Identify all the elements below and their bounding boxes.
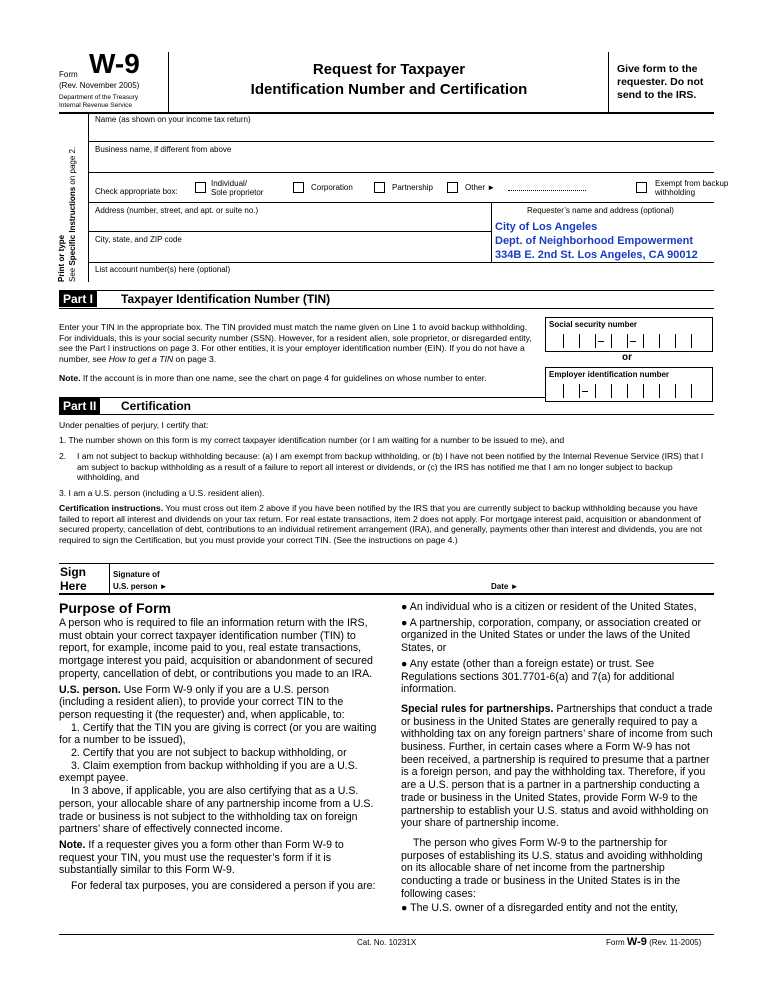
- title-line-1: Request for Taxpayer: [312, 61, 466, 78]
- revision-date: (Rev. November 2005): [59, 81, 140, 90]
- or-label: or: [622, 352, 632, 363]
- form-label: Form: [59, 70, 78, 79]
- catalog-number: Cat. No. 10231X: [357, 938, 417, 947]
- other-checkbox[interactable]: [447, 182, 458, 193]
- business-name-input[interactable]: [92, 156, 712, 170]
- requester-label: Requester’s name and address (optional): [527, 206, 674, 215]
- city-input[interactable]: [92, 246, 487, 258]
- purpose-text: A person who is required to file an information return with the IRS, must obtain your correct taxpayer identification number (TIN) to report, for example, income paid to you, real estate transactions, mortgage interest you paid, acquisition or abandonment of secured property, cancellation of debt, or contributions you made to an IRA. U.S. person. Use Form W-9 only if you are a U.S. person (including a resident alien), to provide your correct TIN to the person requesting it (the requester) and, when applicable, to: 1. Certify that the TIN you are giving is correct (or you are waiting for a number to be issued), 2. Certify that you are not subject to backup withholding, or 3. Claim exemption from backup withholding if you are a U.S. exempt payee. In 3 above, if applicable, you are also certifying that as a U.S. person, your allocable share of any partnership income from a U.S. trade or business is not subject to the withholding tax on foreign partners’ share of effectively connected income. Note. If a requester gives you a form other than Form W-9 to request your TIN, you must use the requester’s form if it is substantially similar to this Form W-9. For federal tax purposes, you are considered a person if you are:: [59, 617, 377, 893]
- bullet-estate: ● Any estate (other than a foreign estate) or trust. See Regulations sections 301.7701-6(a) and 7(a) for additional information.: [401, 657, 675, 696]
- requester-line-3: 334B E. 2nd St. Los Angeles, CA 90012: [495, 249, 698, 261]
- form-title: [170, 60, 608, 100]
- signature-of-label: Signature of: [113, 570, 160, 579]
- ssn-box[interactable]: [545, 317, 713, 352]
- ein-label: Employer identification number: [549, 370, 670, 379]
- other-input[interactable]: [508, 190, 586, 191]
- bullet-individual: ● An individual who is a citizen or resident of the United States,: [401, 601, 697, 613]
- ein-box[interactable]: [545, 367, 713, 402]
- partnership-label: Partnership: [392, 183, 433, 192]
- part1-label: Part I: [59, 291, 97, 307]
- address-label: Address (number, street, and apt. or suite no.): [95, 206, 259, 215]
- name-label: Name (as shown on your income tax return): [95, 115, 251, 124]
- business-name-label: Business name, if different from above: [95, 145, 232, 154]
- form-number: W-9: [89, 48, 140, 79]
- part2-label: Part II: [59, 398, 100, 414]
- withholding-label: withholding: [655, 188, 696, 197]
- on-page: on page 2.: [68, 146, 77, 185]
- requester-line-1: City of Los Angeles: [495, 221, 598, 233]
- bullet-owner: ● The U.S. owner of a disregarded entity and not the entity,: [401, 902, 678, 915]
- title-line-2: Identification Number and Certification: [250, 81, 528, 98]
- sole-proprietor-label: Sole proprietor: [211, 188, 264, 197]
- cert-item-2-number: 2.: [59, 451, 67, 461]
- requester-address: [495, 220, 715, 262]
- account-label: List account number(s) here (optional): [95, 265, 231, 274]
- part1-note: Note. If the account is in more than one name, see the chart on page 4 for guidelines on whose number to enter.: [59, 373, 487, 383]
- address-input[interactable]: [92, 217, 487, 229]
- city-label: City, state, and ZIP code: [95, 235, 182, 244]
- corporation-label: Corporation: [311, 183, 353, 192]
- corporation-checkbox[interactable]: [293, 182, 304, 193]
- requester-line-2: Dept. of Neighborhood Empowerment: [495, 235, 693, 247]
- footer-form-id: Form W-9 (Rev. 11-2005): [606, 936, 702, 948]
- cert-item-2: I am not subject to backup withholding because: (a) I am exempt from backup withholding, or (b) I have not been notified by the Internal Revenue Service (IRS) that I am subject to backup withholding as a result of a failure to report all interest or dividends, or (c) the IRS has notified me that I am no longer subject to backup withholding, and: [77, 451, 704, 482]
- give-form-notice: Give form to the requester. Do not send to the IRS.: [617, 63, 704, 101]
- us-person-label: U.S. person ►: [113, 582, 168, 591]
- ssn-label: Social security number: [549, 320, 638, 329]
- part1-instructions: Enter your TIN in the appropriate box. The TIN provided must match the name given on Line 1 to avoid backup withholding. For individuals, this is your social security number (SSN). However, for a resident alien, sole proprietor, or disregarded entity, see the Part I instructions on page 3. For other entities, it is your employer identification number (EIN). If you do not have a number, see How to get a TIN on page 3.: [59, 322, 532, 364]
- part1-title: Taxpayer Identification Number (TIN): [121, 292, 331, 306]
- individual-label: Individual/: [211, 179, 248, 188]
- bullet-partnership: ● A partnership, corporation, company, or association created or organized in the United States or under the laws of the United States, or: [401, 616, 702, 655]
- specific-instructions: Specific Instructions: [68, 186, 77, 266]
- exempt-label: Exempt from backup: [655, 179, 729, 188]
- signature-field[interactable]: [190, 568, 480, 590]
- exempt-checkbox[interactable]: [636, 182, 647, 193]
- under-penalties: Under penalties of perjury, I certify that:: [59, 420, 209, 430]
- name-input[interactable]: [92, 126, 712, 140]
- account-input[interactable]: [92, 276, 487, 284]
- date-label: Date ►: [491, 582, 519, 591]
- irs-label: Internal Revenue Service: [59, 102, 132, 109]
- other-label: Other ►: [465, 183, 496, 192]
- sign-here: Sign Here: [60, 565, 87, 593]
- check-box-label: Check appropriate box:: [95, 187, 178, 196]
- individual-checkbox[interactable]: [195, 182, 206, 193]
- date-field[interactable]: [530, 568, 710, 590]
- right-column-text: ● An individual who is a citizen or resident of the United States, ● A partnership, corporation, company, or association created or organized in the United States or under the laws of the United States, or ● Any estate (other than a foreign estate) or trust. See Regulations sections 301.7701-6(a) and 7(a) for additional information. Special rules for partnerships. Partnerships that conduct a trade or business in the United States are generally required to pay a withholding tax on any foreign partners’ share of income from such business. Further, in certain cases where a Form W-9 has not been received, a partnership is required to presume that a partner is a foreign person, and pay the withholding tax. Therefore, if you are a U.S. person that is a partner in a partnership conducting a trade or business in the United States, provide Form W-9 to the partnership to establish your U.S. status and avoid withholding on your share of partnership income. The person who gives Form W-9 to the partnership for purposes of establishing its U.S. status and avoiding withholding on its allocable share of net income from the partnership conducting a trade or business in the United States is in the following cases: ● The U.S. owner of a disregarded entity and not the entity,: [401, 601, 713, 915]
- cert-item-3: 3. I am a U.S. person (including a U.S. resident alien).: [59, 488, 265, 498]
- print-or-type: Print or type: [57, 234, 66, 282]
- part2-title: Certification: [121, 399, 192, 413]
- print-or-type-side-text: [56, 112, 78, 282]
- partnership-checkbox[interactable]: [374, 182, 385, 193]
- purpose-heading: Purpose of Form: [59, 600, 172, 616]
- cert-instructions: Certification instructions. You must cross out item 2 above if you have been notified by the IRS that you are currently subject to backup withholding because you have failed to report all interest and dividends on your tax return. For real estate transactions, item 2 does not apply. For mortgage interest paid, acquisition or abandonment of secured property, cancellation of debt, contributions to an individual retirement arrangement (IRA), and generally, payments other than interest and dividends, you are not required to sign the Certification, but you must provide your correct TIN. (See the instructions on page 4.): [59, 503, 703, 545]
- see-text: See: [68, 267, 77, 282]
- department: Department of the Treasury: [59, 94, 139, 101]
- cert-item-1: 1. The number shown on this form is my correct taxpayer identification number (or I am waiting for a number to be issued to me), and: [59, 435, 565, 445]
